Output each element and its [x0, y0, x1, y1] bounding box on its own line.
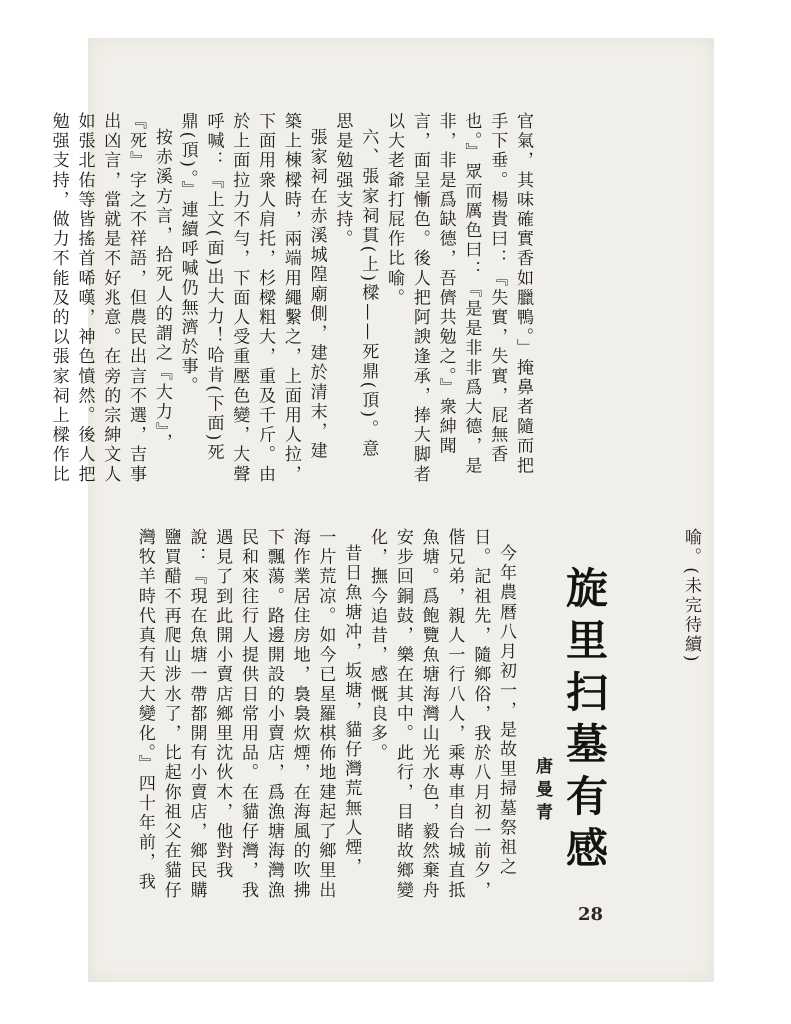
article-continuation-end: 喻。(未完待續): [681, 528, 701, 665]
article-author: 唐曼青: [532, 757, 552, 826]
article-title: 旋里扫墓有感: [560, 566, 609, 878]
page-number: 28: [578, 904, 604, 925]
article-continuation-top: 官氣，其味確實香如臘鴨。」掩鼻者隨而把 手下垂。楊貴曰：『失實，失實，屁無香 也。』眾而厲色曰：『是是非非爲大德，是 非，非是爲缺德，吾儕共勉之。』衆紳聞 言，面呈慚色。後人把阿諛逢承，捧大脚者 以大老爺打屁作比喻。 六、張家祠貫(上)樑——死鼎(頂)。意 思是勉强支持。 張家祠在赤溪城隍廟側，建於清末，建 築上棟樑時，兩端用繩繫之，上面用人拉， 下面用衆人肩托，杉樑粗大，重及千斤。由 於上面拉力不勻，下面人受重壓色變，大聲 呼喊：『上文(面)出大力！哈肯(下面)死 鼎(頂)。』連續呼喊仍無濟於事。 按赤溪方言，拾死人的謂之『大力』， 『死』字之不祥語，但農民出言不選，吉事 出凶言，當就是不好兆意。在旁的宗紳文人 如張北佑等皆搖首唏嘆，神色憤然。後人把 勉强支持，做力不能及的以張家祠上樑作比: [48, 112, 533, 485]
article-body: 今年農曆八月初一，是故里掃墓祭祖之 日。記祖先，隨鄉俗，我於八月初一前夕， 偕兄弟，親人一行八人，乘專車自台城直抵 魚塘。爲飽覽魚塘海灣山光水色，毅然棄舟 安步回銅鼓，樂在其中。此行，目睹故鄉變 化，撫今追昔，感慨良多。 昔日魚塘冲，坂塘，貓仔灣荒無人煙， 一片荒凉。如今已星羅棋佈地建起了鄉里出 海作業居住房地，裊裊炊煙，在海風的吹拂 下飄蕩。路邊開設的小賣店，爲漁塘海灣漁 民和來往行人提供日常用品。在貓仔灣，我 遇見了到此開小賣店鄉里沈伙木，他對我 說：『現在魚塘一帶都開有小賣店，鄉民購 鹽買醋不再爬山涉水了，比起你祖父在貓仔 灣牧羊時代真有天大變化。』四十年前，我: [134, 528, 516, 901]
